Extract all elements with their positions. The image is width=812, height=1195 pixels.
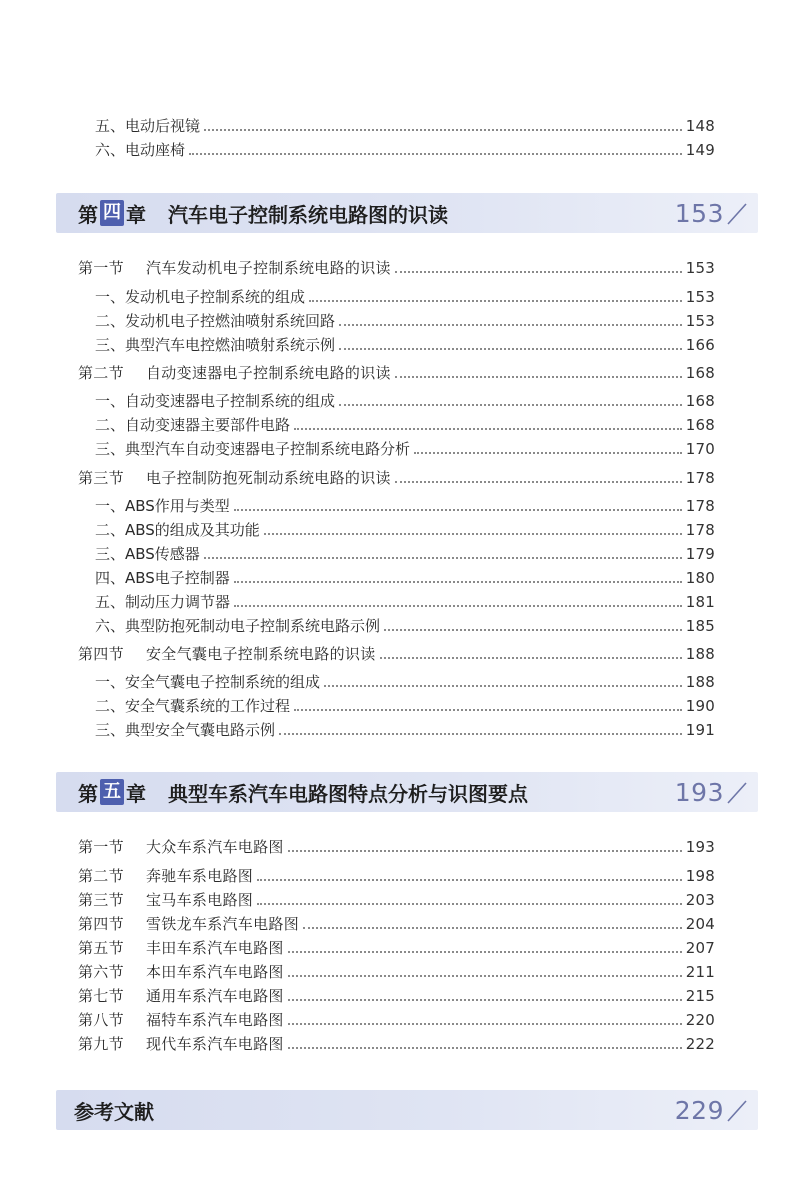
entry-page: 170 (685, 440, 715, 458)
chapter-number-badge: 五 (100, 779, 124, 805)
section-label-group (78, 889, 253, 911)
section-label-group (78, 1033, 284, 1055)
toc-section-entry[interactable] (78, 865, 715, 887)
chapter-suffix: 章 (126, 202, 146, 227)
chapter-prefix: 第 (78, 781, 98, 806)
chapter-title: 汽车电子控制系统电路图的识读 (168, 202, 448, 227)
leader-dots (395, 376, 682, 378)
leader-dots (288, 999, 682, 1001)
section-label-group (78, 913, 299, 935)
entry-label: 二、安全气囊系统的工作过程 (95, 697, 291, 715)
section-number: 第一节 (78, 259, 124, 277)
entry-label: 四、ABS电子控制器 (95, 569, 230, 587)
section-number: 第九节 (78, 1035, 124, 1053)
leader-dots (279, 733, 682, 735)
leader-dots (257, 879, 682, 881)
entry-label: 丰田车系汽车电路图 (146, 939, 284, 957)
section-label-group (78, 865, 253, 887)
toc-section-entry[interactable] (78, 889, 715, 911)
entry-page: 179 (685, 545, 715, 563)
section-label-group (78, 362, 391, 384)
entry-page: 207 (685, 939, 715, 957)
entry-page: 153 (685, 259, 715, 277)
toc-entry[interactable] (95, 591, 715, 613)
entry-page: 220 (685, 1011, 715, 1029)
toc-entry[interactable] (95, 334, 715, 356)
leader-dots (288, 1047, 682, 1049)
toc-entry[interactable] (95, 543, 715, 565)
toc-entry[interactable] (95, 390, 715, 412)
entry-label: 二、ABS的组成及其功能 (95, 521, 260, 539)
entry-page: 198 (685, 867, 715, 885)
references-page-number: 229 (674, 1095, 724, 1125)
entry-page: 222 (685, 1035, 715, 1053)
entry-label: 二、发动机电子控燃油喷射系统回路 (95, 312, 336, 330)
toc-entry[interactable] (95, 519, 715, 541)
entry-label: 六、典型防抱死制动电子控制系统电路示例 (95, 617, 381, 635)
leader-dots (395, 481, 682, 483)
entry-label: 三、典型安全气囊电路示例 (95, 721, 276, 739)
entry-page: 180 (685, 569, 715, 587)
entry-label: 本田车系汽车电路图 (146, 963, 284, 981)
entry-label: 六、电动座椅 (95, 141, 186, 159)
entry-label: 一、自动变速器电子控制系统的组成 (95, 392, 336, 410)
entry-label: 奔驰车系电路图 (146, 867, 254, 885)
section-number: 第四节 (78, 915, 124, 933)
section-number: 第四节 (78, 645, 124, 663)
leader-dots (189, 153, 682, 155)
toc-section-entry[interactable] (78, 1033, 715, 1055)
toc-section-entry[interactable] (78, 913, 715, 935)
chapter-5-title-group (78, 772, 528, 812)
section-number: 第三节 (78, 891, 124, 909)
toc-entry[interactable] (95, 615, 715, 637)
entry-page: 178 (685, 497, 715, 515)
entry-page: 178 (685, 521, 715, 539)
entry-page: 193 (685, 838, 715, 856)
entry-page: 215 (685, 987, 715, 1005)
entry-page: 190 (685, 697, 715, 715)
section-number: 第三节 (78, 469, 124, 487)
leader-dots (234, 509, 682, 511)
toc-entry[interactable] (95, 495, 715, 517)
entry-page: 188 (685, 645, 715, 663)
entry-page: 211 (685, 963, 715, 981)
toc-entry[interactable] (95, 438, 715, 460)
toc-section-entry[interactable] (78, 961, 715, 983)
entry-page: 185 (685, 617, 715, 635)
section-number: 第六节 (78, 963, 124, 981)
entry-page: 166 (685, 336, 715, 354)
section-label-group (78, 961, 284, 983)
entry-label: 大众车系汽车电路图 (146, 838, 284, 856)
toc-section-entry[interactable] (78, 836, 715, 858)
references-header[interactable] (56, 1090, 758, 1130)
leader-dots (294, 428, 682, 430)
entry-page: 191 (685, 721, 715, 739)
toc-section-entry[interactable] (78, 643, 715, 665)
toc-entry[interactable] (95, 115, 715, 137)
leader-dots (303, 927, 682, 929)
toc-entry[interactable] (95, 139, 715, 161)
section-number: 第二节 (78, 364, 124, 382)
leader-dots (339, 404, 682, 406)
section-label-group (78, 257, 391, 279)
entry-label: 三、典型汽车自动变速器电子控制系统电路分析 (95, 440, 411, 458)
entry-label: 福特车系汽车电路图 (146, 1011, 284, 1029)
entry-label: 宝马车系电路图 (146, 891, 254, 909)
toc-section-entry[interactable] (78, 257, 715, 279)
section-label-group (78, 836, 284, 858)
leader-dots (234, 581, 682, 583)
entry-page: 188 (685, 673, 715, 691)
leader-dots (204, 557, 682, 559)
leader-dots (204, 129, 682, 131)
entry-label: 自动变速器电子控制系统电路的识读 (146, 364, 391, 382)
toc-section-entry[interactable] (78, 362, 715, 384)
entry-page: 149 (685, 141, 715, 159)
entry-label: 三、典型汽车电控燃油喷射系统示例 (95, 336, 336, 354)
entry-page: 204 (685, 915, 715, 933)
toc-entry[interactable] (95, 695, 715, 717)
leader-dots (257, 903, 682, 905)
section-number: 第二节 (78, 867, 124, 885)
entry-label: 三、ABS传感器 (95, 545, 200, 563)
section-label-group (78, 985, 284, 1007)
leader-dots (414, 452, 682, 454)
entry-label: 通用车系汽车电路图 (146, 987, 284, 1005)
toc-entry[interactable] (95, 719, 715, 741)
leader-dots (384, 629, 682, 631)
section-number: 第一节 (78, 838, 124, 856)
leader-dots (288, 1023, 682, 1025)
entry-page: 168 (685, 364, 715, 382)
section-label-group (78, 467, 391, 489)
entry-label: 电子控制防抱死制动系统电路的识读 (146, 469, 391, 487)
entry-page: 203 (685, 891, 715, 909)
leader-dots (380, 657, 682, 659)
entry-page: 168 (685, 416, 715, 434)
leader-dots (294, 709, 682, 711)
slash-decoration-icon (726, 1096, 748, 1124)
toc-entry[interactable] (95, 414, 715, 436)
leader-dots (288, 951, 682, 953)
leader-dots (339, 348, 682, 350)
toc-section-entry[interactable] (78, 467, 715, 489)
entry-page: 178 (685, 469, 715, 487)
chapter-prefix: 第 (78, 202, 98, 227)
chapter-page-number: 153 (674, 198, 724, 228)
chapter-page-number: 193 (674, 777, 724, 807)
leader-dots (339, 324, 682, 326)
chapter-4-header[interactable] (56, 193, 758, 233)
entry-label: 雪铁龙车系汽车电路图 (146, 915, 300, 933)
entry-label: 一、ABS作用与类型 (95, 497, 230, 515)
entry-label: 一、安全气囊电子控制系统的组成 (95, 673, 321, 691)
chapter-number-badge: 四 (100, 200, 124, 226)
leader-dots (395, 271, 682, 273)
entry-label: 现代车系汽车电路图 (146, 1035, 284, 1053)
toc-section-entry[interactable] (78, 1009, 715, 1031)
leader-dots (234, 605, 682, 607)
entry-page: 168 (685, 392, 715, 410)
leader-dots (309, 300, 682, 302)
entry-page: 181 (685, 593, 715, 611)
section-number: 第五节 (78, 939, 124, 957)
slash-decoration-icon (726, 778, 748, 806)
entry-label: 二、自动变速器主要部件电路 (95, 416, 291, 434)
toc-entry[interactable] (95, 286, 715, 308)
section-label-group (78, 937, 284, 959)
entry-label: 安全气囊电子控制系统电路的识读 (146, 645, 376, 663)
entry-page: 153 (685, 288, 715, 306)
chapter-4-title-group (78, 193, 448, 233)
references-title: 参考文献 (74, 1099, 154, 1124)
entry-label: 一、发动机电子控制系统的组成 (95, 288, 306, 306)
entry-label: 汽车发动机电子控制系统电路的识读 (146, 259, 391, 277)
toc-entry[interactable] (95, 567, 715, 589)
leader-dots (288, 850, 682, 852)
slash-decoration-icon (726, 199, 748, 227)
entry-page: 148 (685, 117, 715, 135)
section-number: 第七节 (78, 987, 124, 1005)
section-label-group (78, 643, 376, 665)
chapter-suffix: 章 (126, 781, 146, 806)
toc-section-entry[interactable] (78, 937, 715, 959)
chapter-title: 典型车系汽车电路图特点分析与识图要点 (168, 781, 528, 806)
leader-dots (288, 975, 682, 977)
toc-entry[interactable] (95, 310, 715, 332)
entry-label: 五、制动压力调节器 (95, 593, 231, 611)
section-number: 第八节 (78, 1011, 124, 1029)
section-label-group (78, 1009, 284, 1031)
leader-dots (264, 533, 682, 535)
toc-entry[interactable] (95, 671, 715, 693)
entry-page: 153 (685, 312, 715, 330)
toc-section-entry[interactable] (78, 985, 715, 1007)
leader-dots (324, 685, 682, 687)
chapter-5-header[interactable] (56, 772, 758, 812)
entry-label: 五、电动后视镜 (95, 117, 201, 135)
